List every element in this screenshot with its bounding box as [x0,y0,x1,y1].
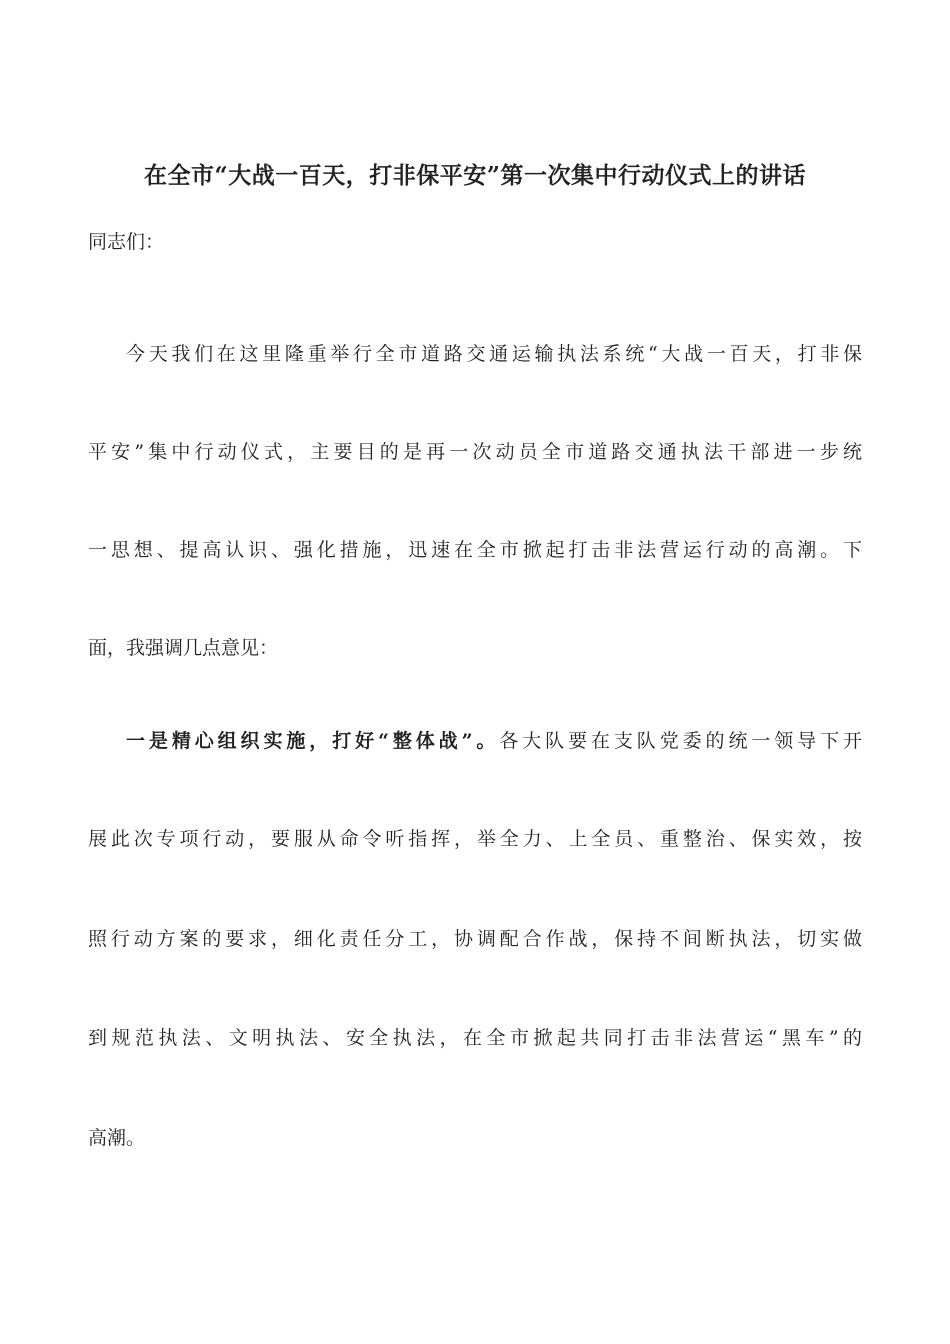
paragraph-2-line-1 [88,721,862,761]
salutation: 同志们： [88,231,165,253]
paragraph-1-line-2: 平安”集中行动仪式，主要目的是再一次动员全市道路交通执法干部进一步统 [88,441,862,463]
paragraph-1-line-3: 一思想、提高认识、强化措施，迅速在全市掀起打击非法营运行动的高潮。下 [88,539,862,561]
paragraph-2-line-5: 高潮。 [88,1127,146,1149]
paragraph-1-line-1: 今天我们在这里隆重举行全市道路交通运输执法系统“大战一百天，打非保 [126,343,862,365]
paragraph-2-line-2: 展此次专项行动，要服从命令听指挥，举全力、上全员、重整治、保实效，按 [88,828,862,850]
paragraph-2-line-3: 照行动方案的要求，细化责任分工，协调配合作战，保持不间断执法，切实做 [88,928,862,950]
paragraph-2-line-4: 到规范执法、文明执法、安全执法，在全市掀起共同打击非法营运“黑车”的 [88,1027,862,1049]
paragraph-1-line-4: 面，我强调几点意见： [88,637,279,659]
paragraph-2-bold-lead: 一是精心组织实施，打好“整体战”。 [126,730,500,752]
document-title: 在全市“大战一百天，打非保平安”第一次集中行动仪式上的讲话 [144,162,806,189]
paragraph-2-line-1-rest: 各大队要在支队党委的统一领导下开 [499,730,862,752]
